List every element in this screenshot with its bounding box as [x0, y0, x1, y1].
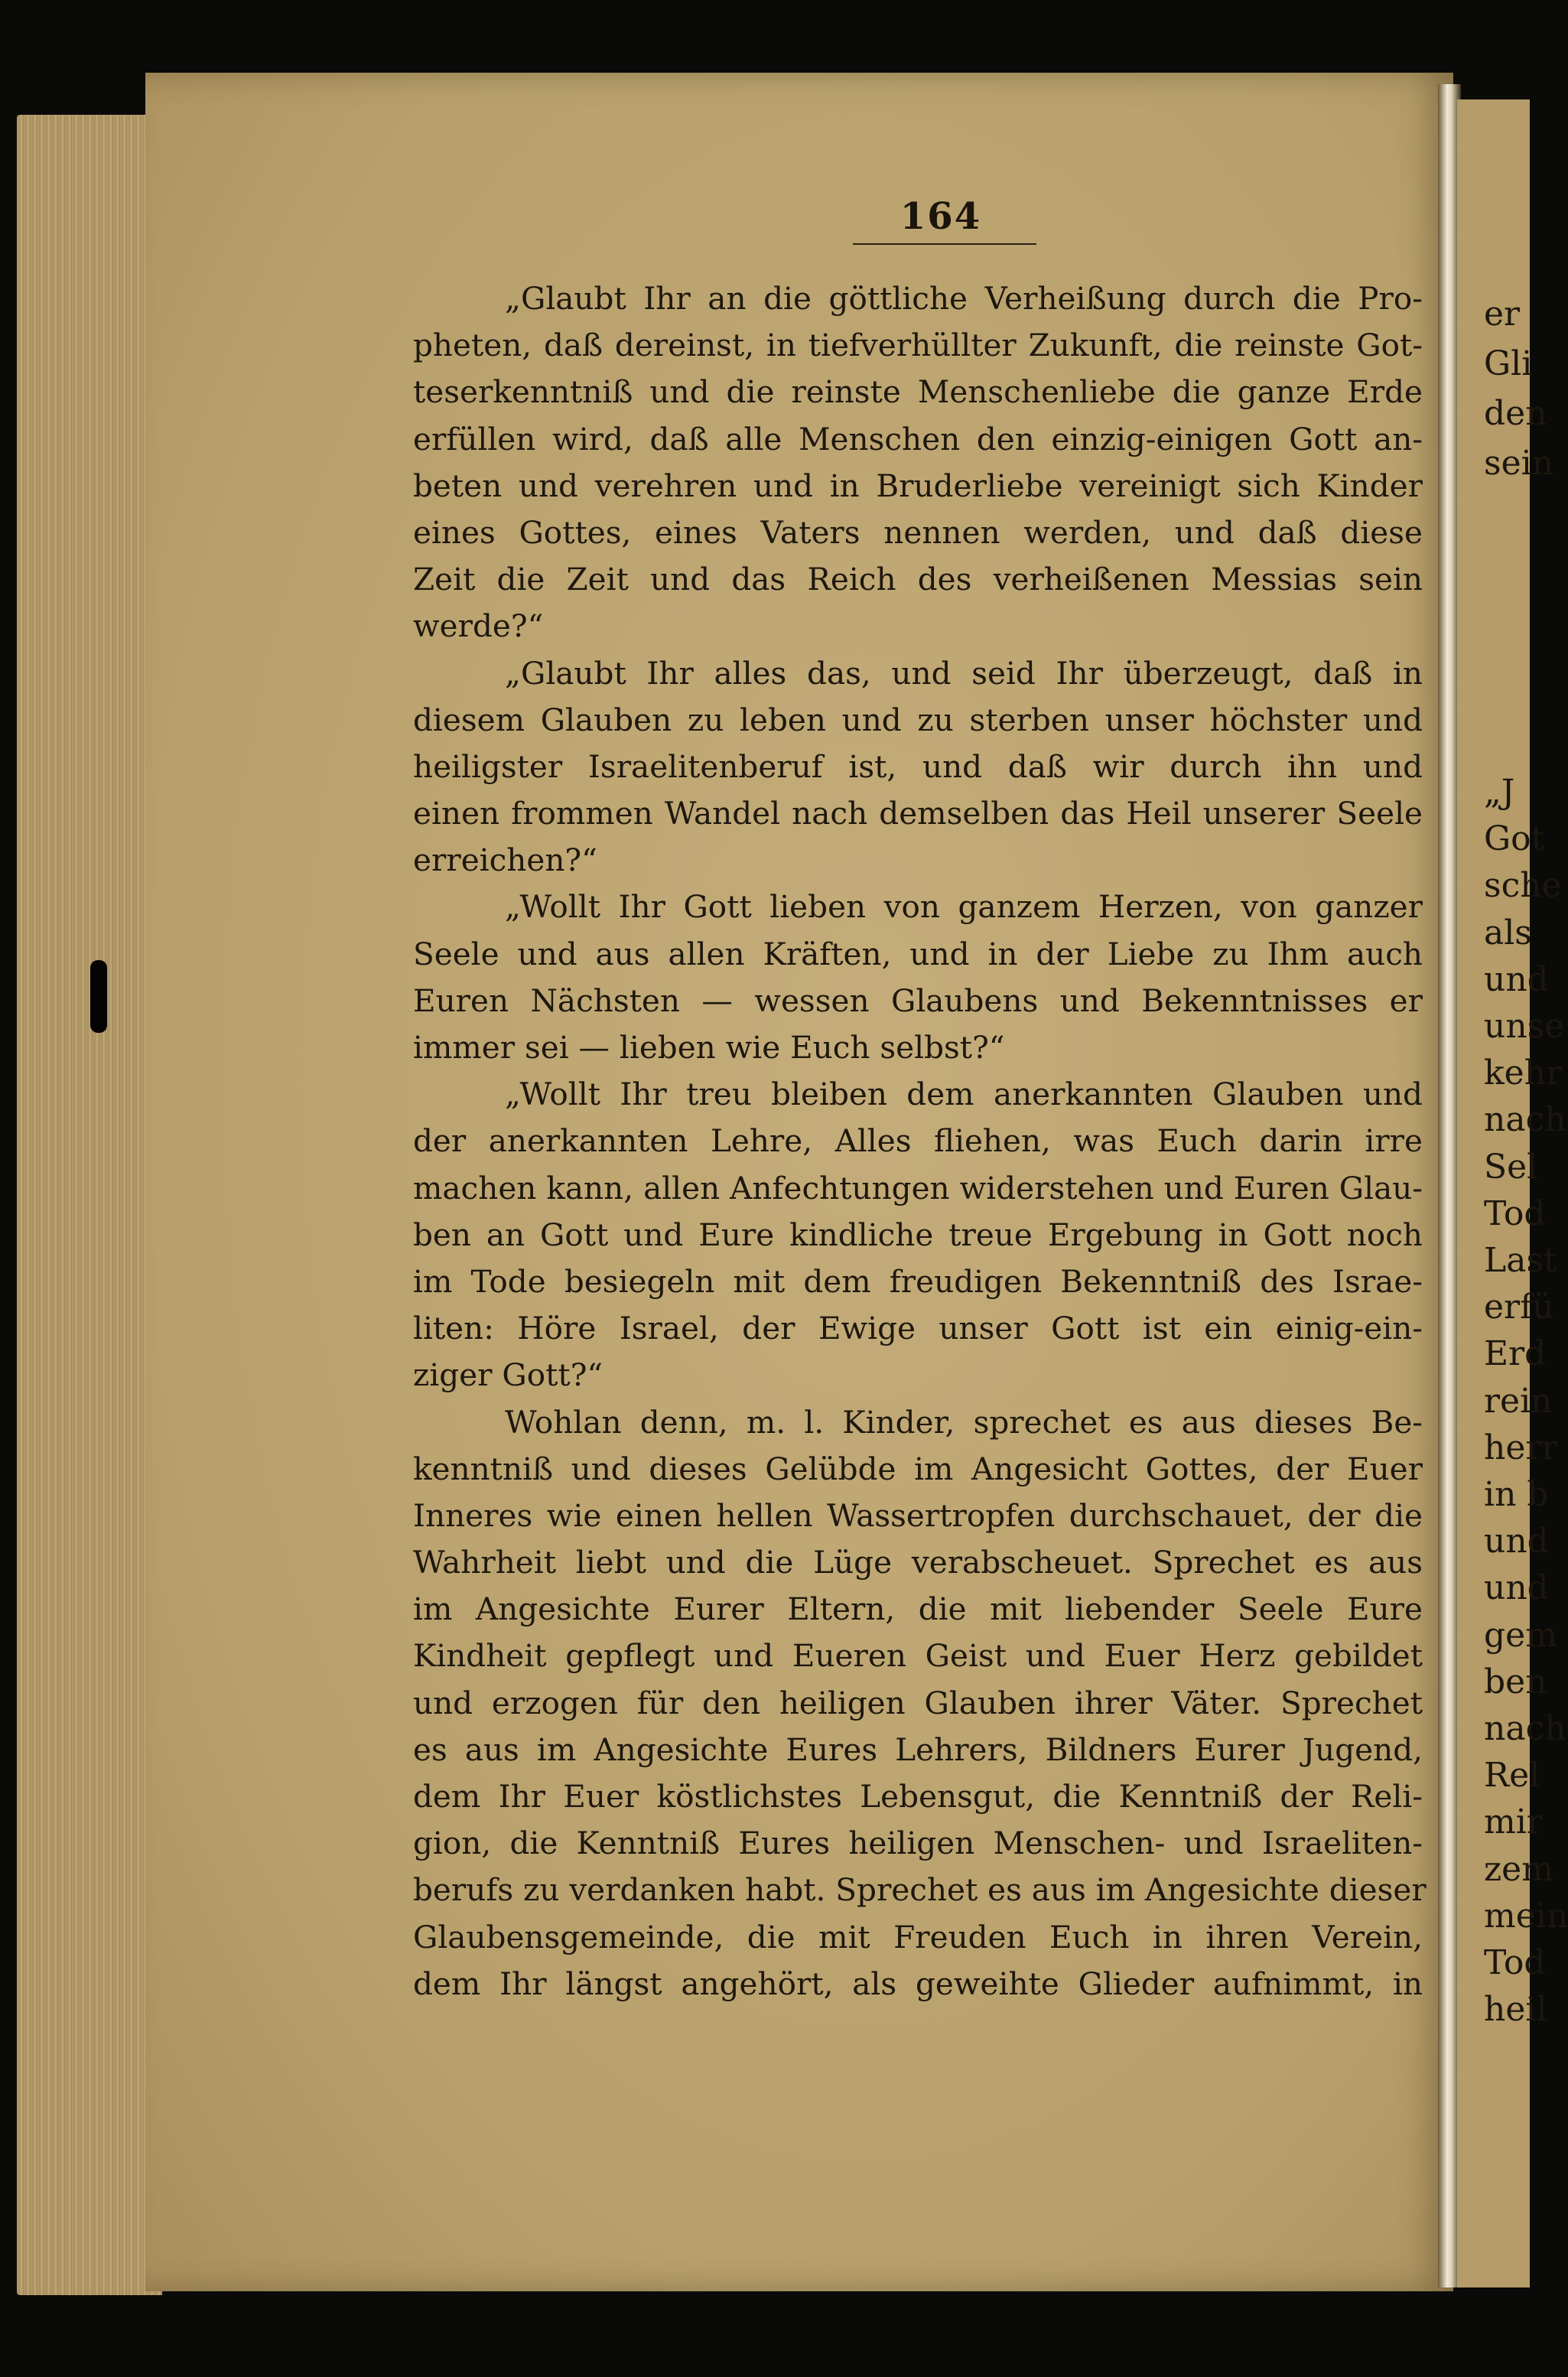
text-line: es aus im Angesichte Eures Lehrers, Bildners Eurer Jugend, [413, 1731, 1423, 1768]
text-line: kenntniß und dieses Gelübde im Angesicht Gottes, der Euer [413, 1450, 1423, 1487]
text-line: „Wollt Ihr treu bleiben dem anerkannten Glauben und [505, 1076, 1423, 1113]
text-line: Euren Nächsten — wessen Glaubens und Bekenntnisses er [413, 982, 1423, 1019]
text-line: gion, die Kenntniß Eures heiligen Menschen- und Israeliten- [413, 1825, 1423, 1862]
text-line: pheten, daß dereinst, in tiefverhüllter Zukunft, die reinste Got- [413, 327, 1423, 364]
text-line: „Glaubt Ihr alles das, und seid Ihr überzeugt, daß in [505, 654, 1423, 692]
text-line: berufs zu verdanken habt. Sprechet es aus im Angesichte dieser [413, 1871, 1426, 1909]
facing-page-fragment: herr [1484, 1428, 1558, 1467]
facing-page-fragment: gem [1484, 1615, 1557, 1655]
facing-page-fragment: unse [1484, 1007, 1565, 1046]
facing-page-fragment: er [1484, 295, 1521, 334]
page-edges [17, 115, 162, 2295]
facing-page-fragment: kehr [1484, 1053, 1563, 1093]
text-line: Kindheit gepflegt und Eueren Geist und Euer Herz gebildet [413, 1637, 1423, 1675]
text-line: ben an Gott und Eure kindliche treue Ergebung in Gott noch [413, 1216, 1423, 1253]
facing-page-fragment: Gli [1484, 344, 1533, 383]
text-line: teserkenntniß und die reinste Menschenliebe die ganze Erde [413, 373, 1423, 411]
facing-page-fragment: Rel [1484, 1756, 1540, 1796]
text-line: machen kann, allen Anfechtungen widerstehen und Euren Glau- [413, 1169, 1423, 1206]
text-line: dem Ihr längst angehört, als geweihte Glieder aufnimmt, in [413, 1965, 1423, 2002]
facing-page-fragment: nach [1484, 1100, 1566, 1140]
text-line: erreichen?“ [413, 842, 597, 879]
text-line: dem Ihr Euer köstlichstes Lebensgut, die Kenntniß der Reli- [413, 1778, 1423, 1815]
text-line: Inneres wie einen hellen Wassertropfen durchschauet, der die [413, 1496, 1423, 1534]
text-line: erfüllen wird, daß alle Menschen den einzig-einigen Gott an- [413, 420, 1423, 457]
facing-page-fragment: Erd [1484, 1334, 1547, 1374]
text-line: eines Gottes, eines Vaters nennen werden, und daß diese [413, 513, 1423, 551]
page-number: 164 [899, 195, 982, 238]
facing-page-fragment: mein [1484, 1896, 1568, 1936]
text-line: „Wollt Ihr Gott lieben von ganzem Herzen, von ganzer [505, 888, 1423, 926]
text-line: einen frommen Wandel nach demselben das Heil unserer Seele [413, 795, 1423, 832]
text-line: liten: Höre Israel, der Ewige unser Gott ist ein einig-ein- [413, 1310, 1423, 1347]
header-rule [853, 243, 1036, 245]
text-line: Seele und aus allen Kräften, und in der Liebe zu Ihm auch [413, 935, 1423, 972]
facing-page-fragment: nach [1484, 1709, 1566, 1748]
text-line: heiligster Israelitenberuf ist, und daß wir durch ihn und [413, 747, 1423, 785]
facing-page-fragment: und [1484, 1568, 1549, 1608]
facing-page-fragment: und [1484, 1522, 1549, 1561]
facing-page-fragment: Sel [1484, 1147, 1538, 1187]
text-line: und erzogen für den heiligen Glauben ihrer Väter. Sprechet [413, 1684, 1423, 1721]
text-line: beten und verehren und in Bruderliebe vereinigt sich Kinder [413, 467, 1423, 504]
facing-page-fragment: Tod [1484, 1193, 1546, 1233]
text-line: diesem Glauben zu leben und zu sterben unser höchster und [413, 701, 1423, 738]
facing-page-fragment: in b [1484, 1475, 1549, 1514]
facing-page-fragment: „J [1484, 773, 1515, 812]
facing-page-fragment: zem [1484, 1849, 1553, 1889]
text-line: Glaubensgemeinde, die mit Freuden Euch in ihren Verein, [413, 1918, 1423, 1955]
text-line: ziger Gott?“ [413, 1356, 603, 1394]
text-line: Wahrheit liebt und die Lüge verabscheuet. Sprechet es aus [413, 1544, 1423, 1581]
facing-page-fragment: sche [1484, 866, 1562, 906]
facing-page-fragment: sein [1484, 444, 1554, 483]
text-line: im Angesichte Eurer Eltern, die mit liebender Seele Eure [413, 1591, 1423, 1628]
facing-page-fragment: heil [1484, 1990, 1547, 2030]
text-line: werde?“ [413, 607, 544, 645]
text-line: im Tode besiegeln mit dem freudigen Bekenntniß des Israe- [413, 1262, 1423, 1300]
facing-page-fragment: mir [1484, 1802, 1543, 1842]
facing-page-fragment: erfü [1484, 1288, 1554, 1327]
facing-page-fragment: Last [1484, 1241, 1557, 1280]
binding-mark [90, 960, 107, 1033]
facing-page-fragment: den [1484, 394, 1547, 433]
facing-page-fragment: und [1484, 959, 1549, 999]
facing-page-fragment: ben [1484, 1662, 1547, 1701]
body-text [413, 275, 1426, 2007]
text-line: immer sei — lieben wie Euch selbst?“ [413, 1029, 1005, 1066]
text-line: Wohlan denn, m. l. Kinder, sprechet es aus dieses Be- [505, 1403, 1423, 1441]
text-line: Zeit die Zeit und das Reich des verheißenen Messias sein [413, 561, 1423, 598]
facing-page-fragment: Tod [1484, 1943, 1546, 1982]
text-line: der anerkannten Lehre, Alles fliehen, was Euch darin irre [413, 1122, 1423, 1160]
facing-page-fragment: rein [1484, 1381, 1553, 1421]
facing-page-fragment: Got [1484, 819, 1545, 859]
text-line: „Glaubt Ihr an die göttliche Verheißung durch die Pro- [505, 280, 1423, 317]
facing-page-fragment: als [1484, 913, 1532, 952]
